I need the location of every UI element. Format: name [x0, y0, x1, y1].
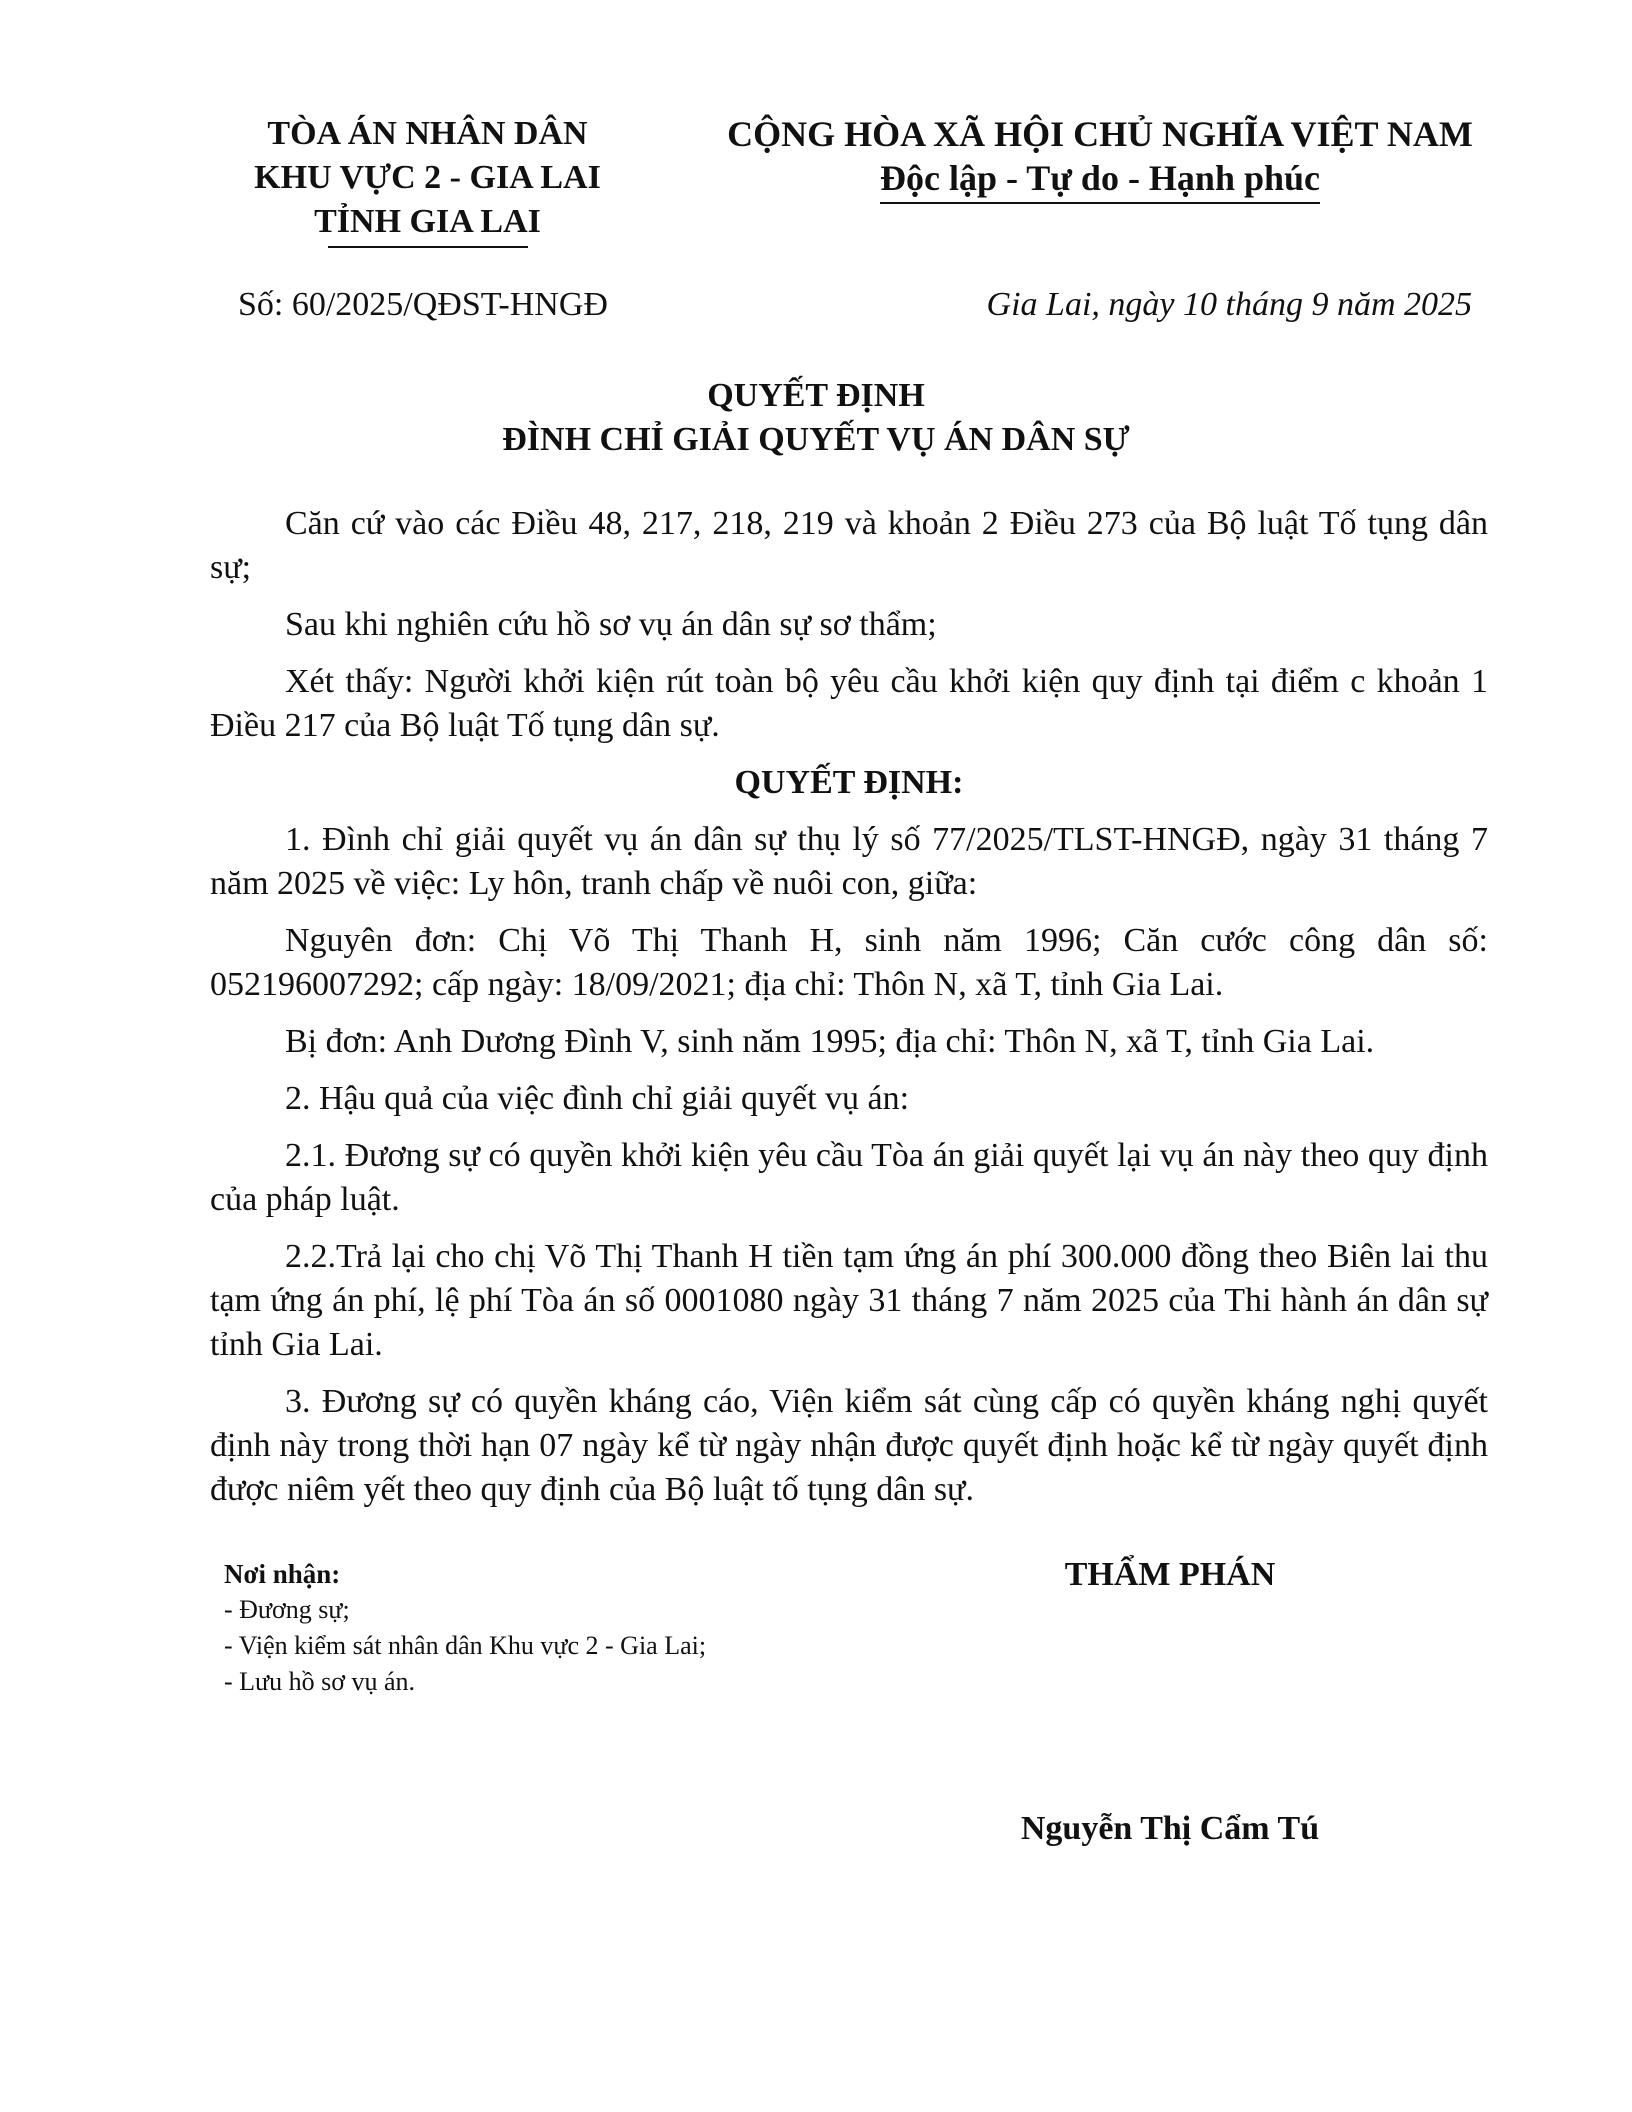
place-date: Gia Lai, ngày 10 tháng 9 năm 2025: [986, 286, 1472, 323]
judge-name: Nguyễn Thị Cẩm Tú: [1020, 1810, 1320, 1847]
finding-paragraph: Xét thấy: Người khởi kiện rút toàn bộ yêu cầu khởi kiện quy định tại điểm c khoản 1 Điều 217 của Bộ luật Tố tụng dân sự.: [210, 663, 1488, 744]
review-paragraph: Sau khi nghiên cứu hồ sơ vụ án dân sự sơ thẩm;: [285, 606, 937, 643]
court-name-line1: TÒA ÁN NHÂN DÂN: [267, 115, 588, 152]
court-name-line3: TỈNH GIA LAI: [314, 203, 541, 240]
title-line1: QUYẾT ĐỊNH: [707, 377, 925, 414]
plaintiff-paragraph: Nguyên đơn: Chị Võ Thị Thanh H, sinh năm 1996; Căn cước công dân số: 052196007292; cấp ngày: 18/09/2021; địa chỉ: Thôn N, xã T, tỉnh Gia Lai.: [210, 922, 1488, 1003]
title-line2: ĐÌNH CHỈ GIẢI QUYẾT VỤ ÁN DÂN SỰ: [502, 421, 1130, 458]
legal-basis-paragraph: Căn cứ vào các Điều 48, 217, 218, 219 và khoản 2 Điều 273 của Bộ luật Tố tụng dân sự;: [210, 505, 1488, 586]
recipient-item: - Đương sự;: [224, 1595, 350, 1624]
decision-item-2: 2. Hậu quả của việc đình chỉ giải quyết vụ án:: [285, 1080, 910, 1117]
court-name-line2: KHU VỰC 2 - GIA LAI: [254, 159, 601, 196]
decision-item-1: 1. Đình chỉ giải quyết vụ án dân sự thụ lý số 77/2025/TLST-HNGĐ, ngày 31 tháng 7 năm 2025 về việc: Ly hôn, tranh chấp về nuôi con, giữa:: [210, 821, 1488, 902]
judge-title: THẨM PHÁN: [1064, 1556, 1276, 1593]
recipients-block: [224, 1556, 706, 1700]
national-title: CỘNG HÒA XÃ HỘI CHỦ NGHĨA VIỆT NAM: [727, 114, 1473, 154]
defendant-paragraph: Bị đơn: Anh Dương Đình V, sinh năm 1995; địa chỉ: Thôn N, xã T, tỉnh Gia Lai.: [285, 1023, 1375, 1060]
recipient-item: - Viện kiểm sát nhân dân Khu vực 2 - Gia Lai;: [224, 1631, 707, 1660]
recipient-item: - Lưu hồ sơ vụ án.: [224, 1667, 416, 1696]
decision-item-2-1: 2.1. Đương sự có quyền khởi kiện yêu cầu Tòa án giải quyết lại vụ án này theo quy định của pháp luật.: [210, 1137, 1488, 1218]
decision-heading: QUYẾT ĐỊNH:: [734, 764, 964, 801]
decision-item-3: 3. Đương sự có quyền kháng cáo, Viện kiểm sát cùng cấp có quyền kháng nghị quyết định này trong thời hạn 07 ngày kể từ ngày nhận được quyết định hoặc kể từ ngày quyết định được niêm yết theo quy định của Bộ luật tố tụng dân sự.: [210, 1383, 1488, 1508]
document-title: [0, 374, 1632, 462]
document-body: [210, 502, 1488, 1525]
document-number: Số: 60/2025/QĐST-HNGĐ: [238, 286, 608, 323]
decision-item-2-2: 2.2.Trả lại cho chị Võ Thị Thanh H tiền tạm ứng án phí 300.000 đồng theo Biên lai thu tạm ứng án phí, lệ phí Tòa án số 0001080 ngày 31 tháng 7 năm 2025 của Thi hành án dân sự tỉnh Gia Lai.: [210, 1238, 1488, 1363]
court-header-underline: [328, 246, 528, 248]
national-header: [680, 112, 1520, 204]
court-header: [220, 112, 635, 248]
national-motto: Độc lập - Tự do - Hạnh phúc: [880, 156, 1320, 204]
recipients-label: Nơi nhận:: [224, 1559, 341, 1589]
